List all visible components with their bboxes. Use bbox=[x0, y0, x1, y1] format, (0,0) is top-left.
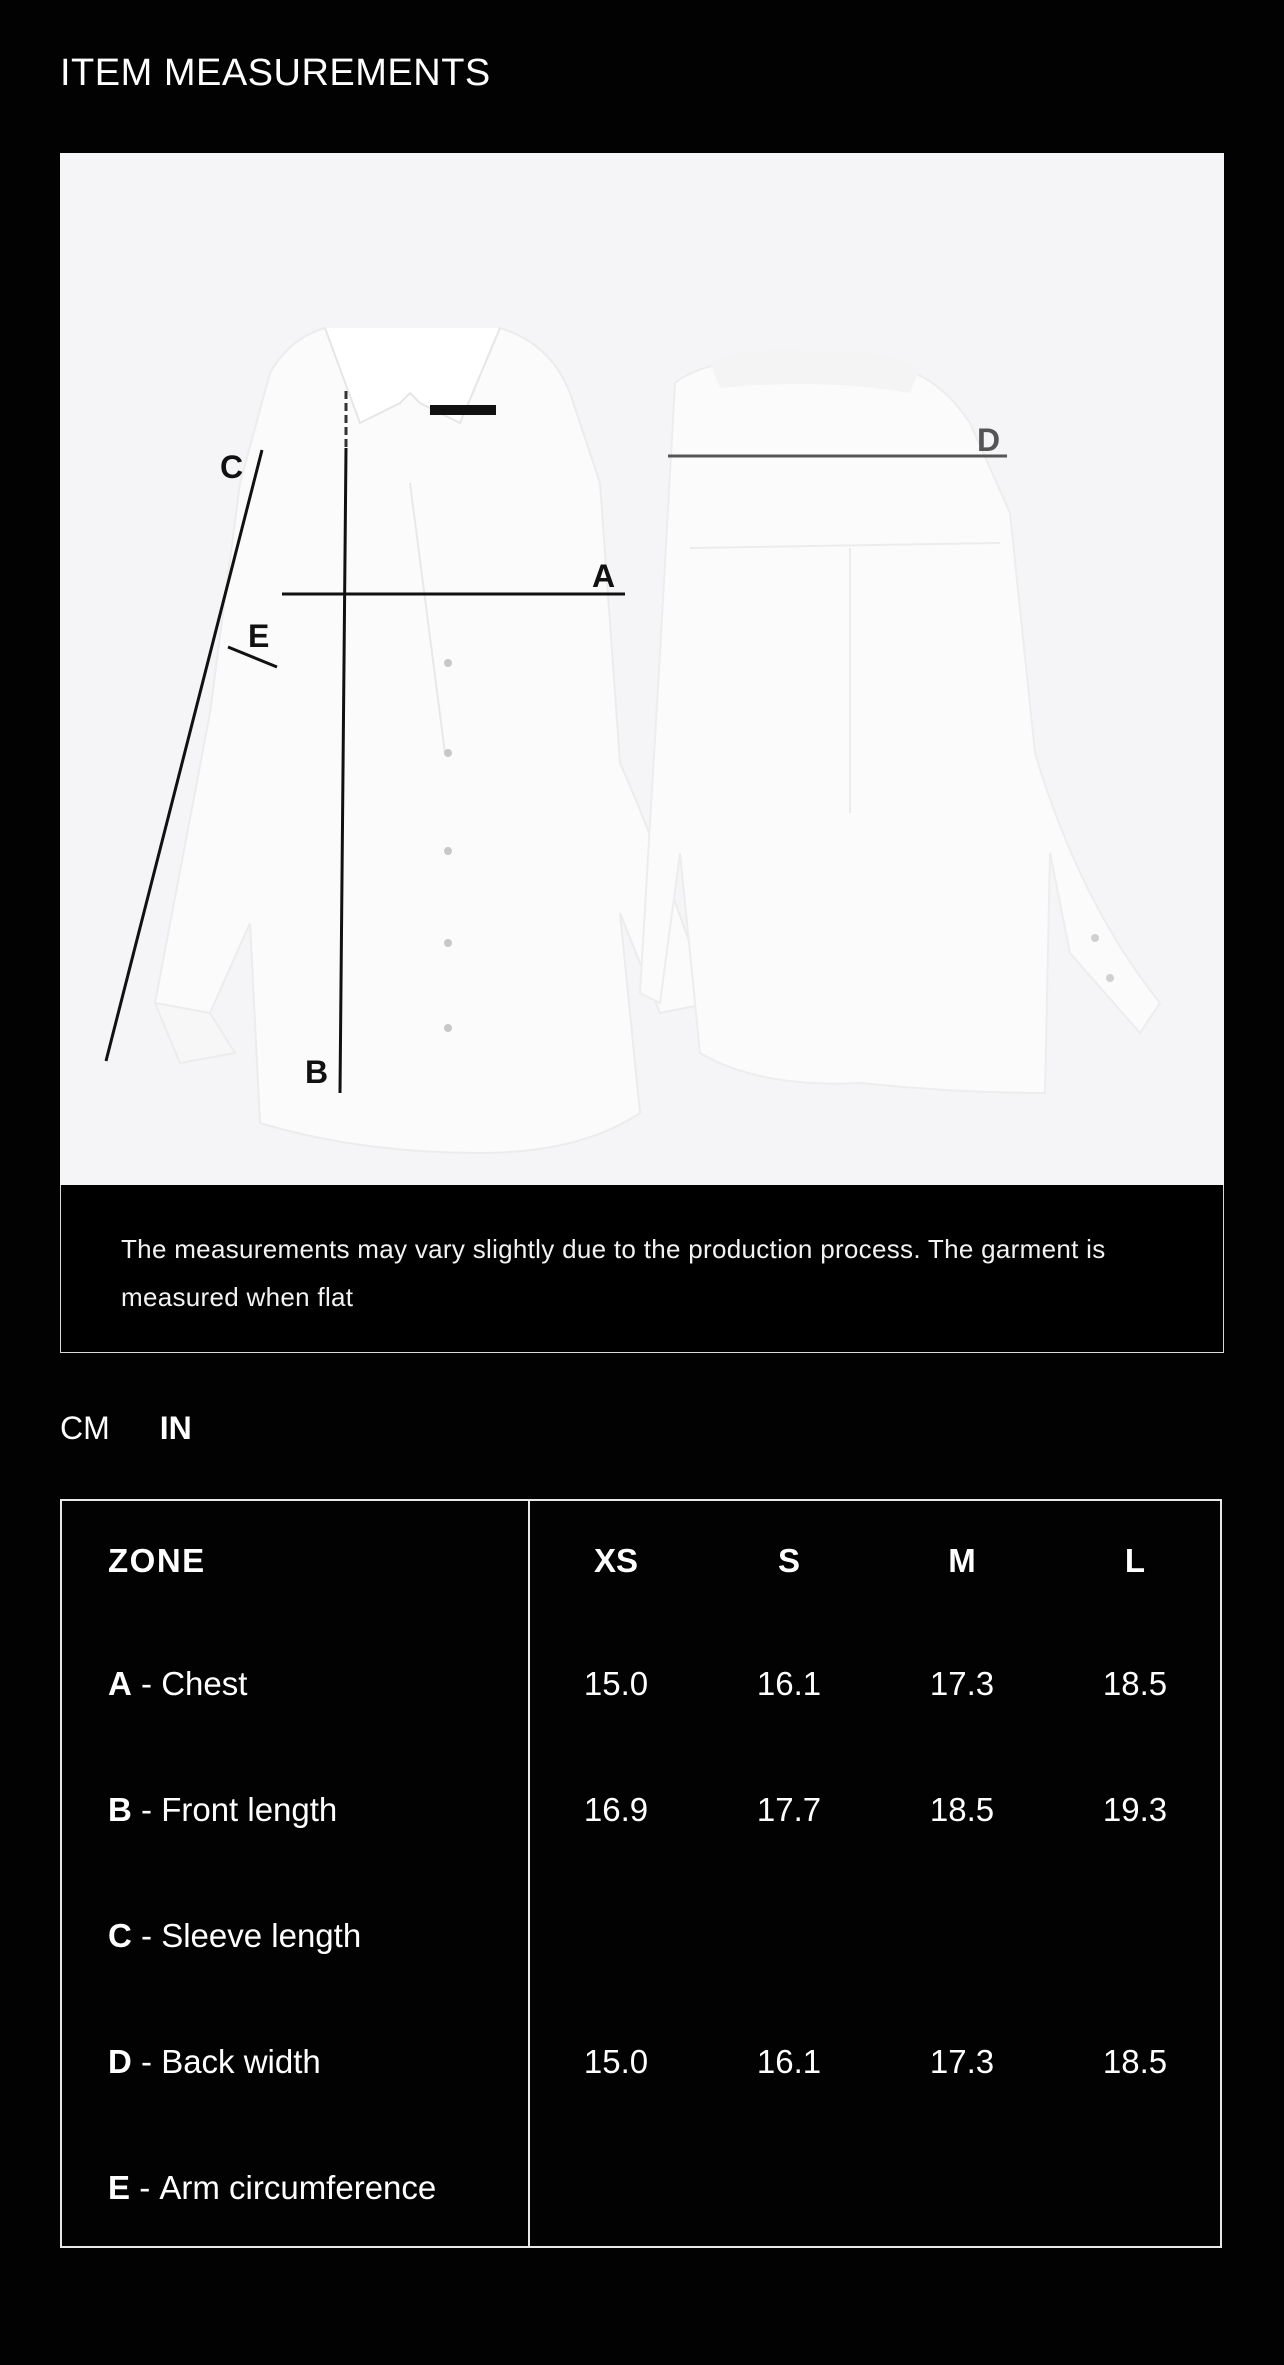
unit-option-in[interactable]: IN bbox=[159, 1410, 192, 1446]
label-e: E bbox=[248, 618, 270, 654]
measurement-note-box bbox=[60, 1185, 1224, 1353]
table-row bbox=[62, 2032, 1220, 2092]
value-m: 17.3 bbox=[929, 2043, 995, 2080]
zone-label bbox=[108, 1780, 337, 1840]
value-s: 17.7 bbox=[756, 1791, 822, 1828]
zone-letter: E bbox=[108, 2169, 131, 2206]
size-header-m: M bbox=[948, 1542, 976, 1579]
zone-name: Arm circumference bbox=[159, 2169, 437, 2206]
back-shirt-icon bbox=[640, 350, 1160, 1093]
size-header-xs: XS bbox=[593, 1542, 639, 1579]
value-l: 18.5 bbox=[1102, 1665, 1168, 1702]
zone-letter: A bbox=[108, 1665, 132, 1702]
zone-letter: C bbox=[108, 1917, 132, 1954]
zone-separator: - bbox=[141, 1665, 153, 1702]
table-row bbox=[62, 1654, 1220, 1714]
zone-separator: - bbox=[141, 1917, 153, 1954]
shirt-illustration bbox=[60, 153, 1224, 1185]
label-b: B bbox=[305, 1054, 329, 1090]
zone-separator: - bbox=[141, 2043, 153, 2080]
value-xs: 15.0 bbox=[583, 2043, 649, 2080]
measurement-diagram bbox=[60, 153, 1224, 1185]
zone-name: Front length bbox=[161, 1791, 338, 1828]
size-table bbox=[60, 1499, 1222, 2248]
zone-separator: - bbox=[139, 2169, 151, 2206]
table-row bbox=[62, 1780, 1220, 1840]
zone-label bbox=[108, 1906, 361, 1966]
table-header-row bbox=[62, 1531, 1220, 1591]
value-m: 18.5 bbox=[929, 1791, 995, 1828]
label-d: D bbox=[977, 422, 1001, 458]
zone-separator: - bbox=[141, 1791, 153, 1828]
unit-toggle bbox=[60, 1405, 192, 1451]
zone-label bbox=[108, 2158, 436, 2218]
zone-letter: D bbox=[108, 2043, 132, 2080]
value-xs: 15.0 bbox=[583, 1665, 649, 1702]
label-c: C bbox=[220, 449, 244, 485]
table-row bbox=[62, 1906, 1220, 1966]
zone-name: Chest bbox=[161, 1665, 248, 1702]
zone-label bbox=[108, 2032, 321, 2092]
table-row bbox=[62, 2158, 1220, 2218]
value-s: 16.1 bbox=[756, 2043, 822, 2080]
unit-option-cm[interactable]: CM bbox=[60, 1410, 110, 1446]
page-title: ITEM MEASUREMENTS bbox=[60, 52, 491, 94]
size-header-s: S bbox=[777, 1542, 800, 1579]
zone-label bbox=[108, 1654, 247, 1714]
zone-name: Sleeve length bbox=[161, 1917, 362, 1954]
value-m: 17.3 bbox=[929, 1665, 995, 1702]
value-l: 19.3 bbox=[1102, 1791, 1168, 1828]
size-header-l: L bbox=[1124, 1542, 1146, 1579]
zone-name: Back width bbox=[161, 2043, 321, 2080]
label-a: A bbox=[592, 558, 616, 594]
zone-header: ZONE bbox=[108, 1542, 206, 1579]
zone-letter: B bbox=[108, 1791, 132, 1828]
value-xs: 16.9 bbox=[583, 1791, 649, 1828]
table-divider bbox=[528, 1501, 530, 2246]
measurement-note: The measurements may vary slightly due to the production process. The garment is measured when flat bbox=[121, 1234, 1106, 1312]
value-s: 16.1 bbox=[756, 1665, 822, 1702]
value-l: 18.5 bbox=[1102, 2043, 1168, 2080]
